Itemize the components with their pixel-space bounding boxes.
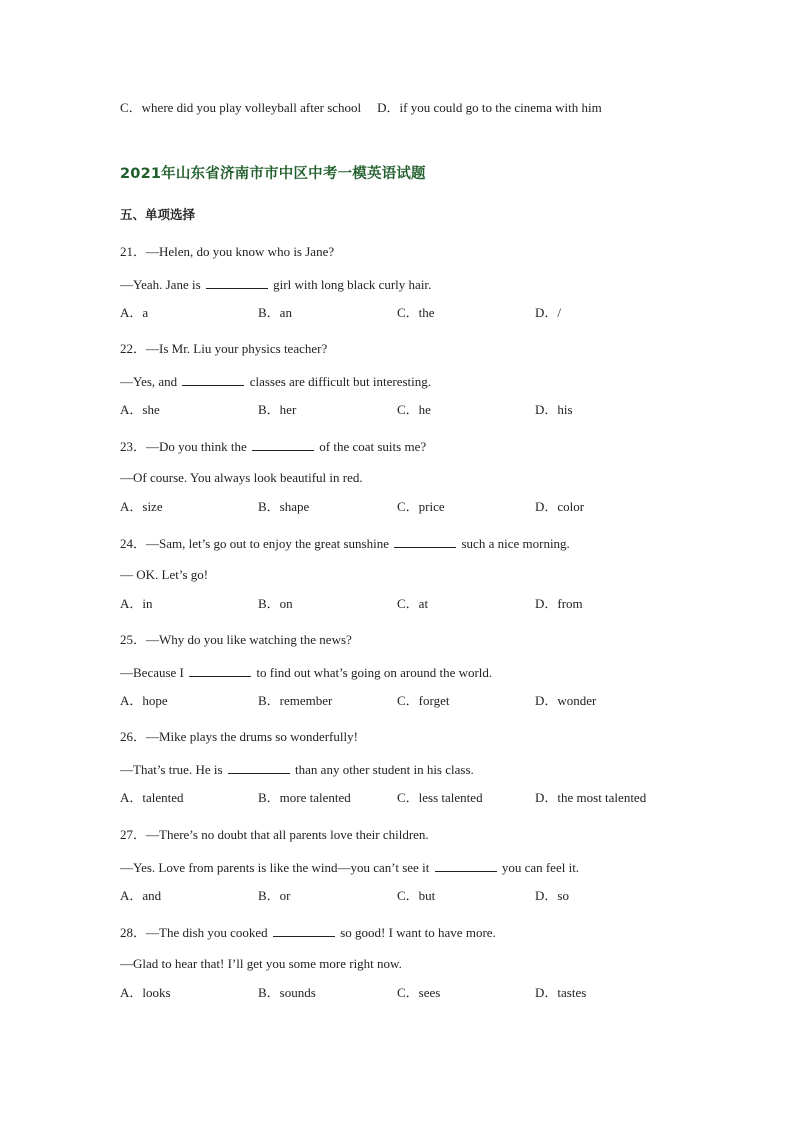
question-stem: 27．—There’s no doubt that all parents love their children. xyxy=(120,827,429,842)
option-b[interactable]: B．remember xyxy=(258,693,333,708)
answer-blank[interactable] xyxy=(206,276,268,289)
question-stem: 21．—Helen, do you know who is Jane? xyxy=(120,244,335,259)
stem-text-before: 23．—Do you think the xyxy=(120,439,250,454)
option-c[interactable]: C．he xyxy=(397,402,431,417)
response-text-after: than any other student in his class. xyxy=(291,762,474,777)
option-a[interactable]: A．and xyxy=(120,888,162,903)
answer-options xyxy=(120,402,740,418)
answer-blank[interactable] xyxy=(189,664,251,677)
option-a[interactable]: A．talented xyxy=(120,790,184,805)
option-d[interactable]: D．tastes xyxy=(535,985,587,1000)
question-response: — OK. Let’s go! xyxy=(120,567,209,582)
option-c[interactable]: C．forget xyxy=(397,693,450,708)
question-stem: 26．—Mike plays the drums so wonderfully! xyxy=(120,729,358,744)
option-c[interactable]: C．less talented xyxy=(397,790,483,805)
option-d[interactable]: D．his xyxy=(535,402,573,417)
response-text-before: —Because I xyxy=(120,665,188,680)
question-response xyxy=(120,373,431,390)
section-heading: 五、单项选择 xyxy=(120,207,196,222)
response-text-after: classes are difficult but interesting. xyxy=(246,374,432,389)
option-b[interactable]: B．an xyxy=(258,305,292,320)
option-b[interactable]: B．sounds xyxy=(258,985,316,1000)
answer-options xyxy=(120,985,740,1001)
question-stem xyxy=(120,535,570,552)
option-c[interactable]: C．the xyxy=(397,305,435,320)
option-c[interactable]: C．at xyxy=(397,596,429,611)
option-b[interactable]: B．or xyxy=(258,888,291,903)
answer-options xyxy=(120,596,740,612)
previous-option-c[interactable]: C．where did you play volleyball after school xyxy=(120,100,362,115)
option-a[interactable]: A．looks xyxy=(120,985,171,1000)
answer-options xyxy=(120,888,740,904)
option-d[interactable]: D．so xyxy=(535,888,569,903)
response-text-after: you can feel it. xyxy=(498,860,580,875)
option-b[interactable]: B．her xyxy=(258,402,297,417)
option-a[interactable]: A．a xyxy=(120,305,149,320)
response-text-before: —Yeah. Jane is xyxy=(120,277,204,292)
answer-blank[interactable] xyxy=(394,535,456,548)
question-response: —Glad to hear that! I’ll get you some more right now. xyxy=(120,956,402,971)
stem-text-before: 24．—Sam, let’s go out to enjoy the great sunshine xyxy=(120,536,393,551)
answer-blank[interactable] xyxy=(228,761,290,774)
option-b[interactable]: B．more talented xyxy=(258,790,351,805)
question-stem xyxy=(120,924,496,941)
answer-options xyxy=(120,790,740,806)
option-d[interactable]: D．the most talented xyxy=(535,790,647,805)
answer-blank[interactable] xyxy=(273,924,335,937)
exam-title: 2021年山东省济南市市中区中考一模英语试题 xyxy=(120,166,426,182)
option-a[interactable]: A．hope xyxy=(120,693,168,708)
option-a[interactable]: A．she xyxy=(120,402,160,417)
previous-option-d[interactable]: D．if you could go to the cinema with him xyxy=(377,100,602,115)
stem-text-before: 28．—The dish you cooked xyxy=(120,925,271,940)
question-stem xyxy=(120,438,426,455)
question-response xyxy=(120,276,431,293)
option-d[interactable]: D．from xyxy=(535,596,583,611)
previous-question-options xyxy=(120,100,602,116)
option-c[interactable]: C．but xyxy=(397,888,436,903)
stem-text-after: such a nice morning. xyxy=(458,536,570,551)
answer-options xyxy=(120,693,740,709)
stem-text-after: of the coat suits me? xyxy=(316,439,427,454)
option-d[interactable]: D．wonder xyxy=(535,693,597,708)
option-a[interactable]: A．size xyxy=(120,499,163,514)
stem-text-after: so good! I want to have more. xyxy=(336,925,496,940)
option-d[interactable]: D．color xyxy=(535,499,585,514)
option-a[interactable]: A．in xyxy=(120,596,153,611)
option-b[interactable]: B．shape xyxy=(258,499,310,514)
answer-options xyxy=(120,499,740,515)
option-b[interactable]: B．on xyxy=(258,596,293,611)
response-text-before: —Yes, and xyxy=(120,374,181,389)
answer-blank[interactable] xyxy=(182,373,244,386)
response-text-after: to find out what’s going on around the world. xyxy=(253,665,493,680)
question-response: —Of course. You always look beautiful in red. xyxy=(120,470,363,485)
question-response xyxy=(120,664,492,681)
question-response xyxy=(120,761,474,778)
response-text-before: —Yes. Love from parents is like the wind—you can’t see it xyxy=(120,860,433,875)
option-d[interactable]: D．/ xyxy=(535,305,562,320)
response-text-after: girl with long black curly hair. xyxy=(269,277,432,292)
question-response xyxy=(120,859,579,876)
question-stem: 22．—Is Mr. Liu your physics teacher? xyxy=(120,341,328,356)
option-c[interactable]: C．sees xyxy=(397,985,441,1000)
option-c[interactable]: C．price xyxy=(397,499,445,514)
answer-blank[interactable] xyxy=(435,859,497,872)
response-text-before: —That’s true. He is xyxy=(120,762,226,777)
answer-options xyxy=(120,305,740,321)
question-stem: 25．—Why do you like watching the news? xyxy=(120,632,352,647)
answer-blank[interactable] xyxy=(252,438,314,451)
